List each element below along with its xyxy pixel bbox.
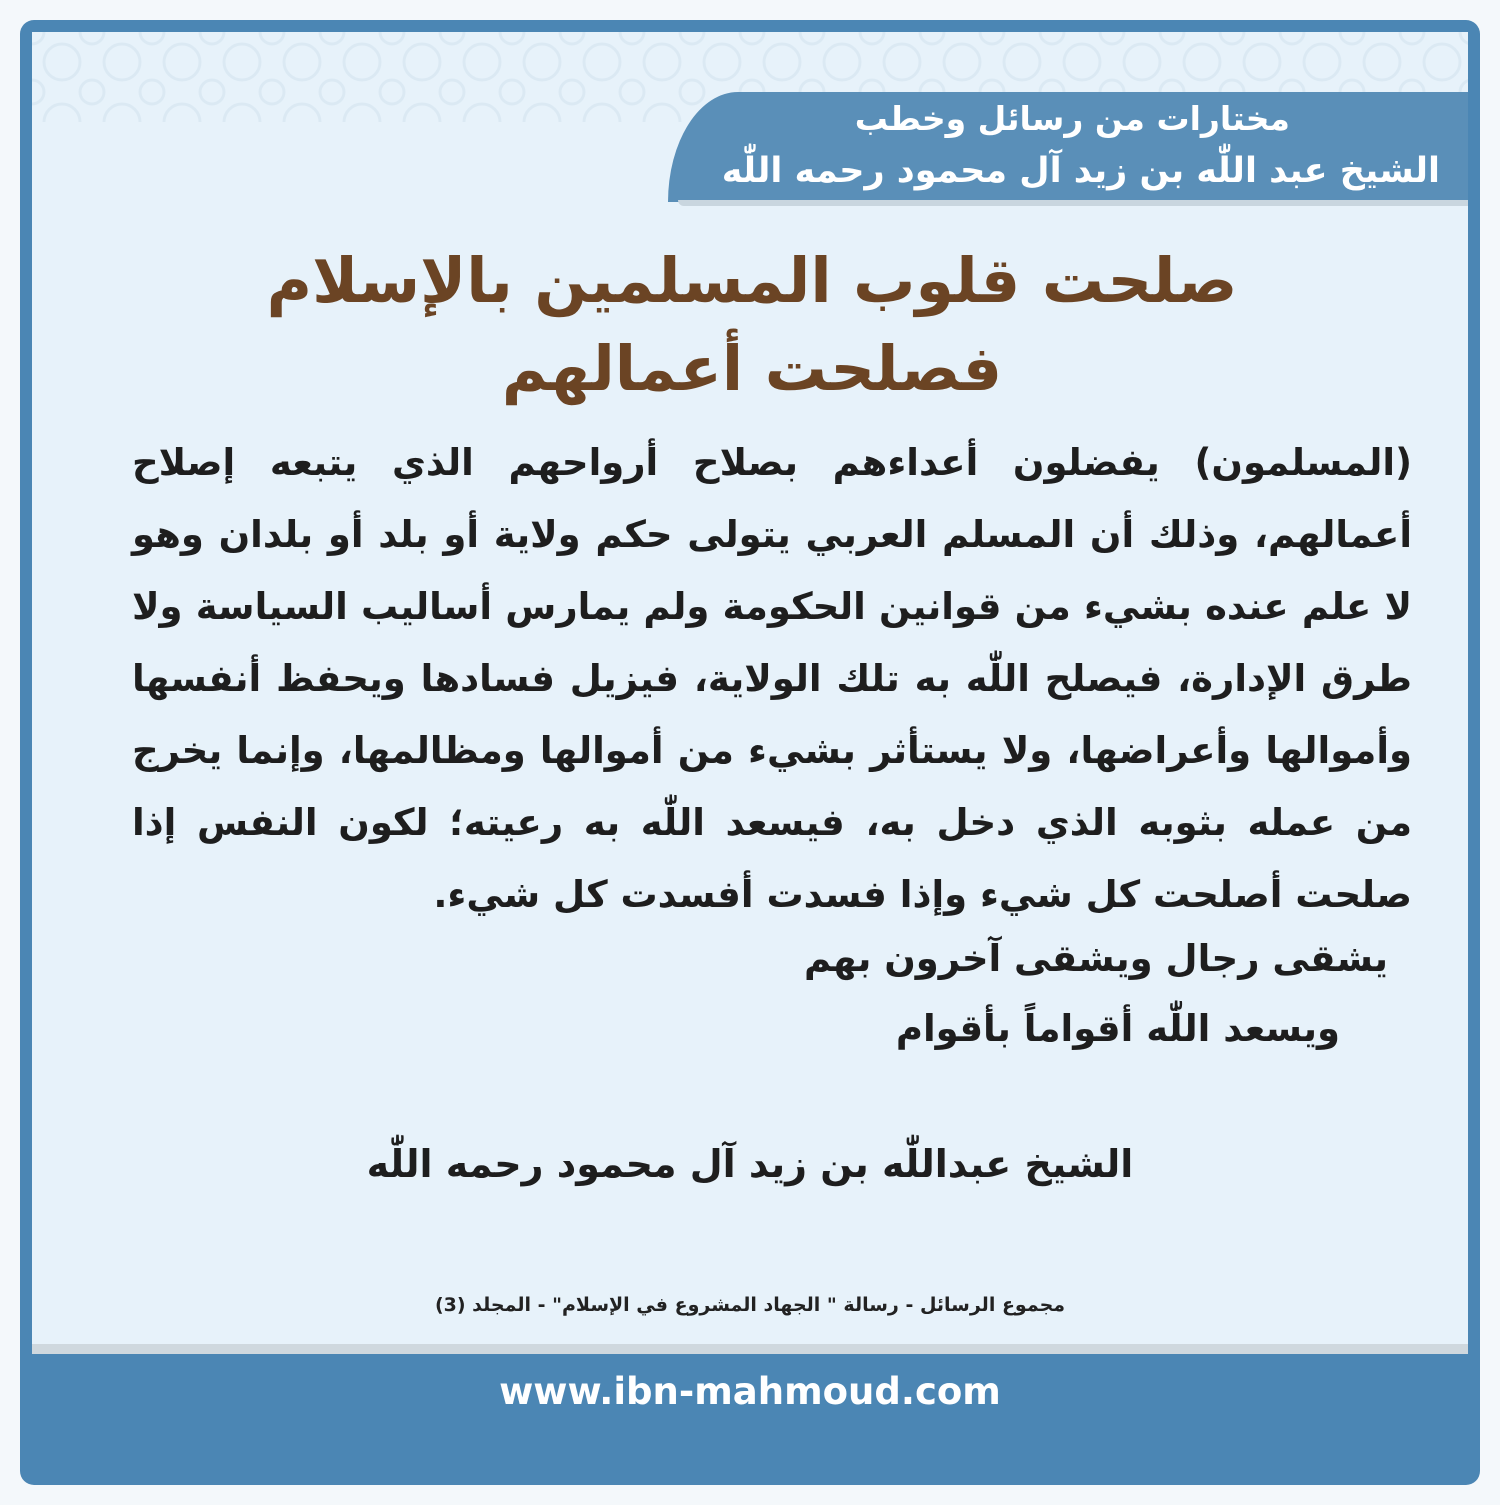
series-header xyxy=(680,94,1440,198)
card-frame xyxy=(20,20,1480,1485)
series-title: مختارات من رسائل وخطب xyxy=(854,99,1290,138)
verse-line-1: يشقى رجال ويشقى آخرون بهم xyxy=(804,937,1388,980)
header-band-shadow xyxy=(678,200,1468,206)
source-citation: مجموع الرسائل - رسالة " الجهاد المشروع في الإسلام" - المجلد (3) xyxy=(434,1294,1066,1316)
article-title: صلحت قلوب المسلمين بالإسلام فصلحت أعمالهم xyxy=(266,244,1238,405)
divider xyxy=(32,1344,1468,1354)
verse-line-2: ويسعد اللّٰه أقواماً بأقوام xyxy=(895,1007,1340,1050)
author-signature: الشيخ عبداللّٰه بن زيد آل محمود رحمه اللّٰه xyxy=(366,1142,1134,1186)
content-panel xyxy=(32,32,1468,1352)
article-body: (المسلمون) يفضلون أعداءهم بصلاح أرواحهم الذي يتبعه إصلاح أعمالهم، وذلك أن المسلم العربي يتولى حكم ولاية أو بلد أو بلدان وهو لا علم عنده بشيء من قوانين الحكومة ولم يمارس أساليب السياسة ولا طرق الإدارة، فيصلح اللّٰه به تلك الولاية، فيزيل فسادها ويحفظ أنفسها وأموالها وأعراضها، ولا يستأثر بشيء من أموالها ومظالمها، وإنما يخرج من عمله بثوبه الذي دخل به، فيسعد اللّٰه به رعيته؛ لكون النفس إذا صلحت أصلحت كل شيء وإذا فسدت أفسدت كل شيء. xyxy=(132,441,1412,916)
website-link[interactable]: www.ibn-mahmoud.com xyxy=(499,1370,1001,1413)
series-author: الشيخ عبد اللّٰه بن زيد آل محمود رحمه اللّٰه xyxy=(721,151,1440,191)
